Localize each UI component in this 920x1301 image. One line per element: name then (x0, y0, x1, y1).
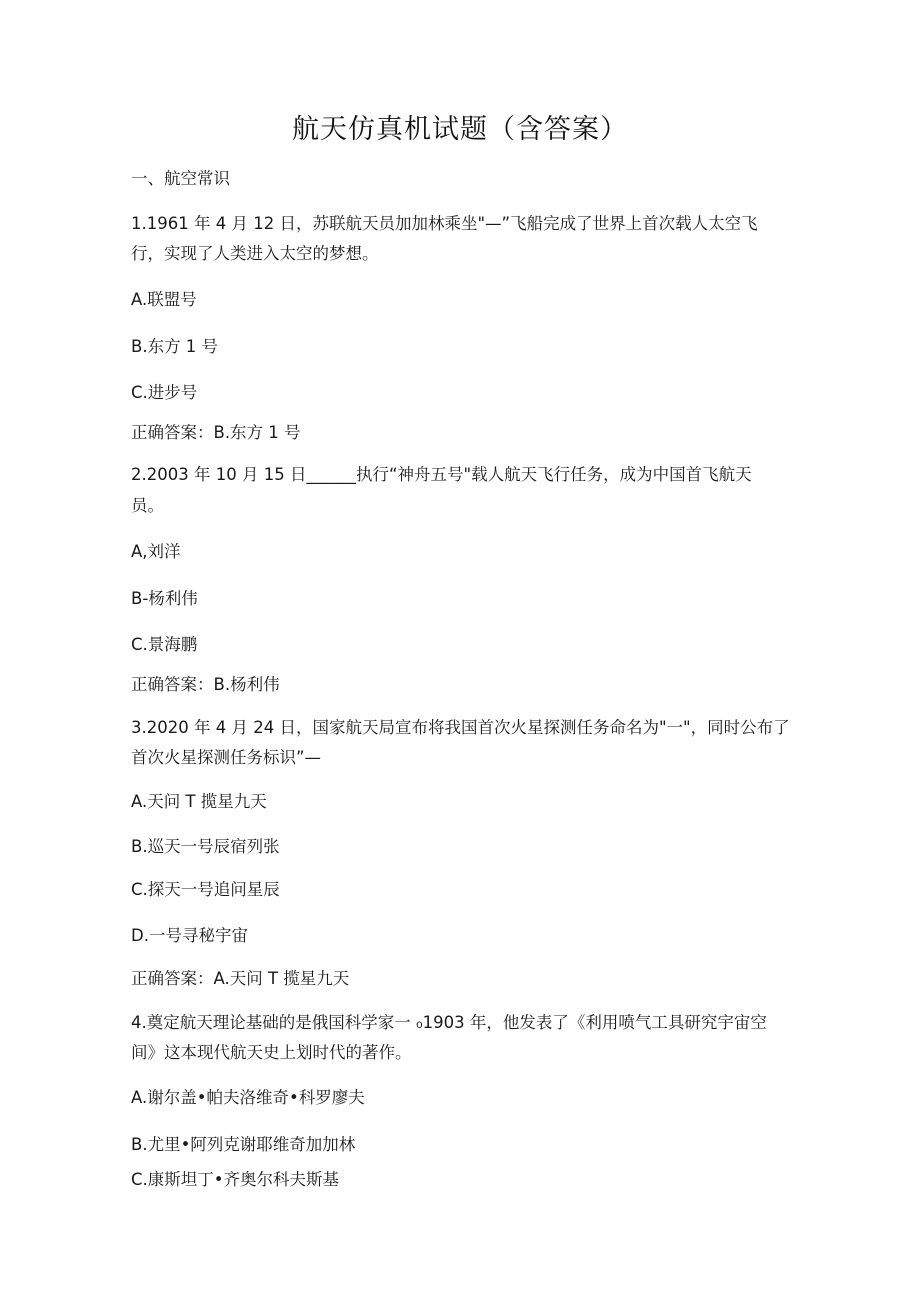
question-1-stem-line-2: 行，实现了人类进入太空的梦想。 (131, 244, 379, 263)
question-1-option-c: C.进步号 (131, 383, 198, 402)
question-1-option-a: A.联盟号 (131, 290, 197, 309)
question-1-stem-line-1: 1.1961 年 4 月 12 日，苏联航天员加加林乘坐"—”飞船完成了世界上首次载人太空飞 (131, 214, 758, 233)
question-4-option-a: A.谢尔盖•帕夫洛维奇•科罗廖夫 (131, 1088, 365, 1107)
question-3-option-c: C.探天一号追问星辰 (131, 880, 280, 899)
question-3-option-b: B.巡天一号辰宿列张 (131, 837, 280, 856)
question-2-stem-line-1: 2.2003 年 10 月 15 日______执行“神舟五号"载人航天飞行任务，成为中国首飞航天 (131, 465, 752, 484)
question-2-option-b: B-杨利伟 (131, 589, 198, 608)
question-4-option-c: C.康斯坦丁•齐奥尔科夫斯基 (131, 1170, 339, 1189)
question-2-stem-line-2: 员。 (131, 496, 164, 515)
section-heading: 一、航空常识 (131, 169, 230, 188)
question-1-option-b: B.东方 1 号 (131, 337, 219, 356)
question-4-stem-line-1: 4.奠定航天理论基础的是俄国科学家一 ₀1903 年，他发表了《利用喷气工具研究宇宙空 (131, 1013, 767, 1032)
question-2-option-c: C.景海鹏 (131, 635, 198, 654)
document-title: 航天仿真机试题（含答案） (292, 114, 628, 145)
question-4-option-b: B.尤里•阿列克谢耶维奇加加林 (131, 1135, 356, 1154)
question-3-stem-line-1: 3.2020 年 4 月 24 日，国家航天局宣布将我国首次火星探测任务命名为"一"，同时公布了 (131, 718, 790, 737)
question-1-answer: 正确答案：B.东方 1 号 (131, 423, 301, 442)
question-4-stem-line-2: 间》这本现代航天史上划时代的著作。 (131, 1043, 412, 1062)
question-3-stem-line-2: 首次火星探测任务标识”— (131, 748, 322, 767)
question-2-answer: 正确答案：B.杨利伟 (131, 675, 280, 694)
question-3-option-d: D.一号寻秘宇宙 (131, 926, 248, 945)
question-3-answer: 正确答案：A.天问 T 揽星九天 (131, 969, 350, 988)
question-2-option-a: A,刘洋 (131, 542, 181, 561)
question-3-option-a: A.天问 T 揽星九天 (131, 792, 267, 811)
